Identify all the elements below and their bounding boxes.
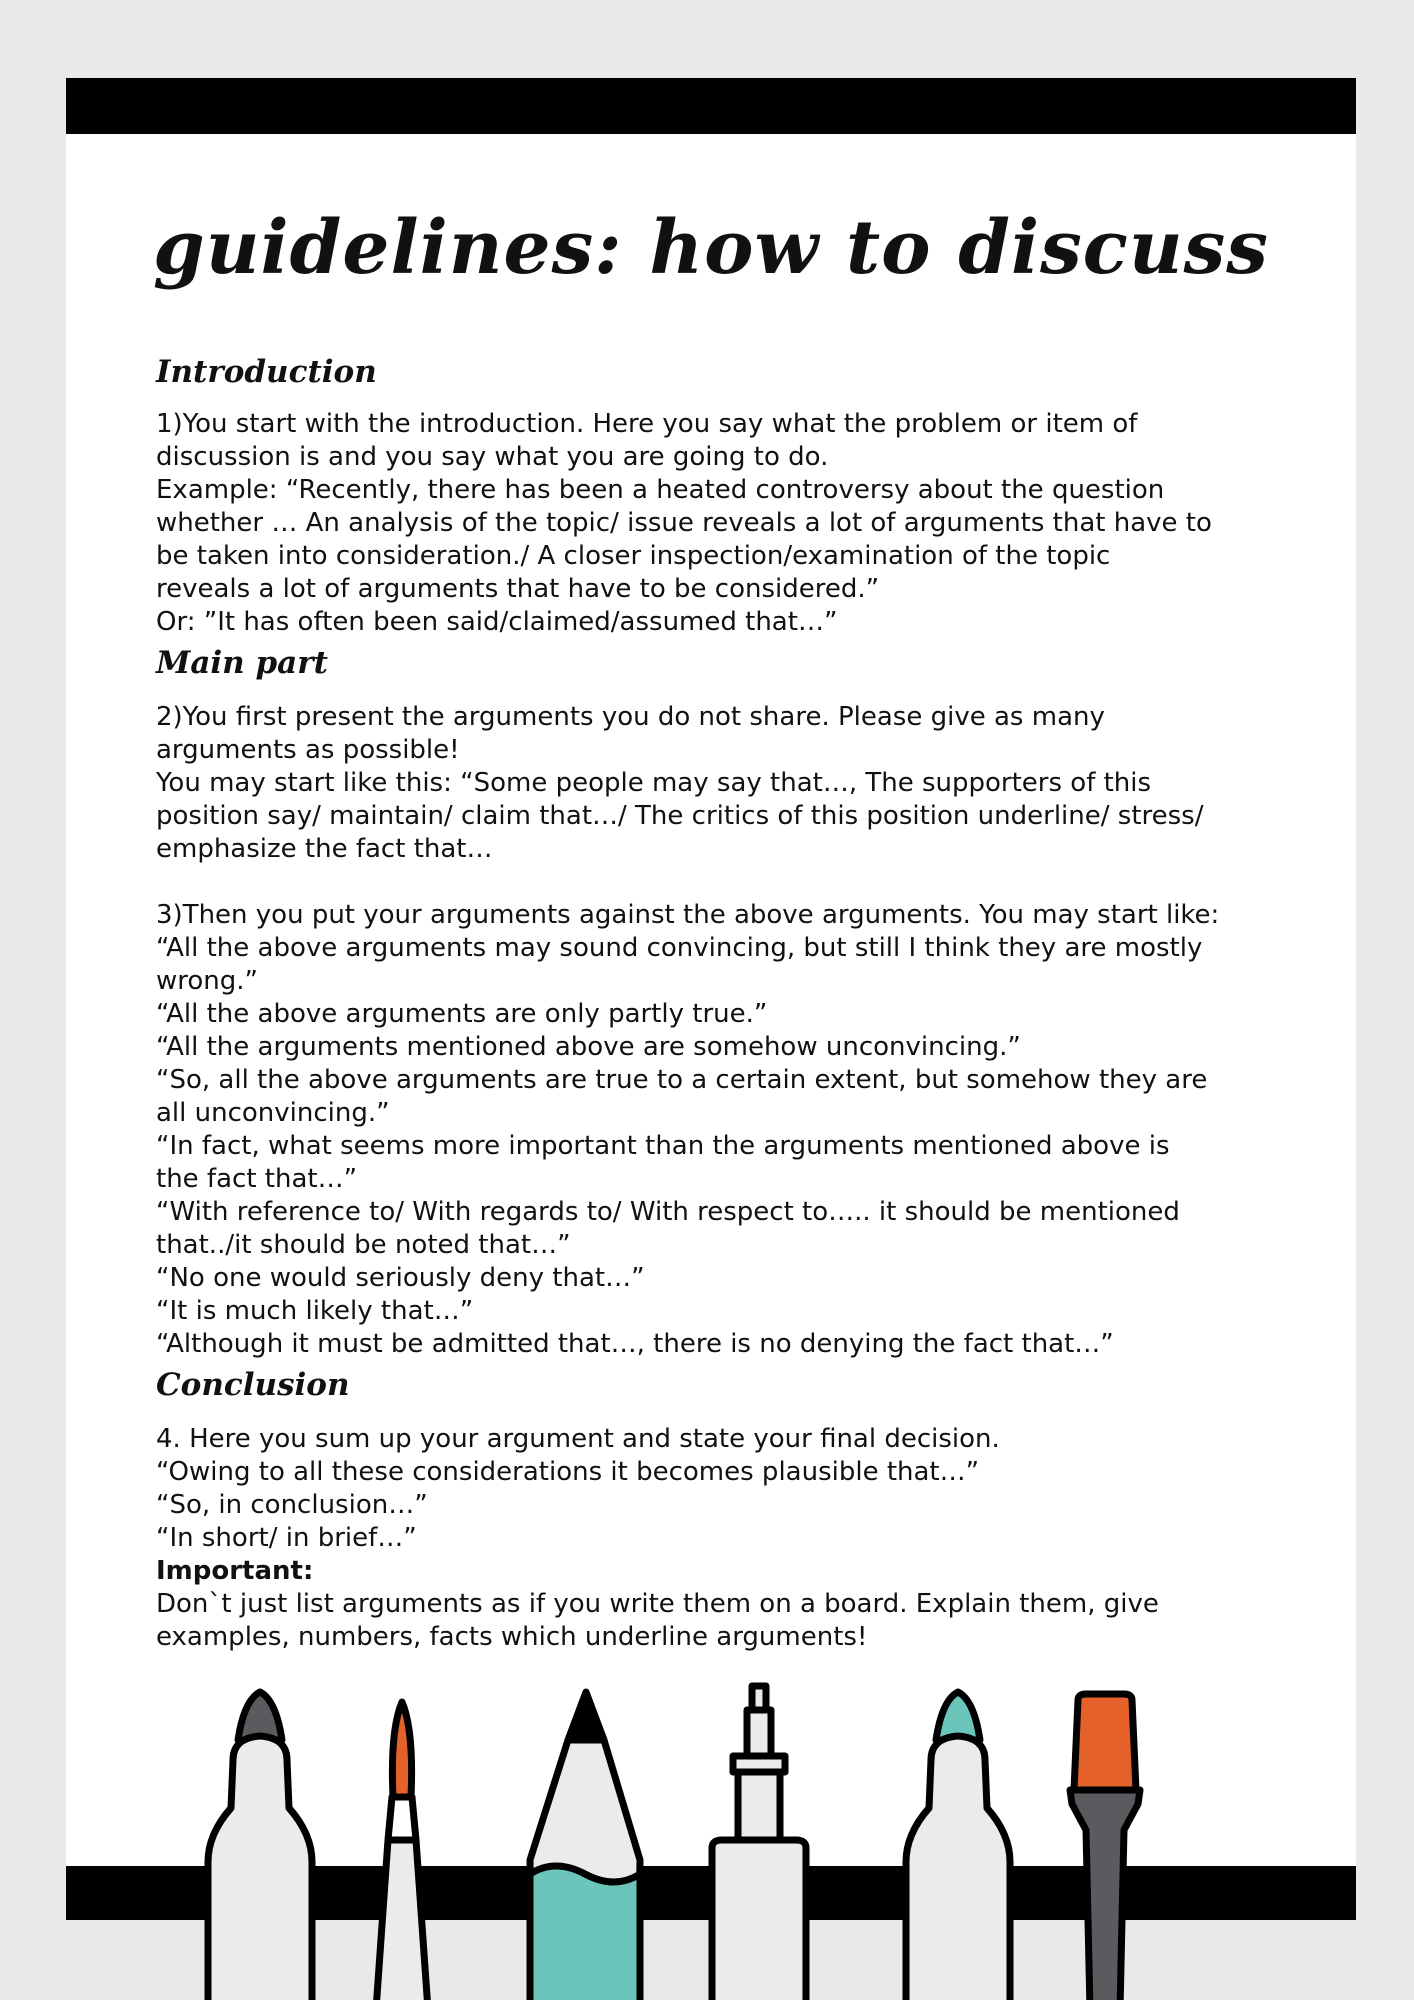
document-body [156, 352, 1326, 1654]
text-line: “It is much likely that…” [156, 1296, 474, 1326]
text-line: “In short/ in brief…” [156, 1523, 417, 1553]
text-line: be taken into consideration./ A closer inspection/examination of the topic [156, 541, 1111, 571]
text-line: reveals a lot of arguments that have to be considered.” [156, 574, 880, 604]
heading-introduction: Introduction [156, 354, 377, 390]
text-line: 4. Here you sum up your argument and state your final decision. [156, 1424, 1000, 1454]
heading-main-part: Main part [156, 645, 328, 681]
text-line: that../it should be noted that…” [156, 1230, 571, 1260]
pencil-teal-icon [530, 1692, 640, 2000]
text-line: all unconvincing.” [156, 1098, 390, 1128]
text-line: “No one would seriously deny that…” [156, 1263, 645, 1293]
top-black-bar [66, 78, 1356, 134]
text-line: discussion is and you say what you are going to do. [156, 442, 829, 472]
text-line: “All the arguments mentioned above are somehow unconvincing.” [156, 1032, 1021, 1062]
text-line: “So, in conclusion…” [156, 1490, 428, 1520]
paragraph-gap [156, 866, 1326, 899]
text-line: “All the above arguments are only partly true.” [156, 999, 768, 1029]
art-supplies-illustration [0, 1680, 1414, 2000]
text-line: Or: ”It has often been said/claimed/assumed that…” [156, 607, 838, 637]
text-line: “In fact, what seems more important than the arguments mentioned above is [156, 1131, 1170, 1161]
text-line: arguments as possible! [156, 735, 460, 765]
text-line: wrong.” [156, 966, 259, 996]
text-line: “Owing to all these considerations it becomes plausible that…” [156, 1457, 980, 1487]
text-line: position say/ maintain/ claim that…/ The critics of this position underline/ stress/ [156, 801, 1204, 831]
text-line: “So, all the above arguments are true to a certain extent, but somehow they are [156, 1065, 1208, 1095]
important-label: Important: [156, 1556, 314, 1586]
text-line: 3)Then you put your arguments against the above arguments. You may start like: [156, 900, 1220, 930]
introduction-text [156, 408, 1326, 639]
flat-brush-orange-icon [1070, 1694, 1140, 2000]
marker-teal-icon [906, 1692, 1010, 2000]
text-line: “Although it must be admitted that…, there is no denying the fact that…” [156, 1329, 1114, 1359]
technical-pen-icon [712, 1686, 806, 2000]
text-line: emphasize the fact that… [156, 834, 493, 864]
heading-conclusion: Conclusion [156, 1367, 350, 1403]
text-line: “All the above arguments may sound convincing, but still I think they are mostly [156, 933, 1203, 963]
text-line: Example: “Recently, there has been a heated controversy about the question [156, 475, 1165, 505]
text-line: 2)You first present the arguments you do not share. Please give as many [156, 702, 1105, 732]
text-line: the fact that…” [156, 1164, 358, 1194]
text-line: Don`t just list arguments as if you write them on a board. Explain them, give [156, 1589, 1159, 1619]
main-part-text [156, 701, 1326, 1361]
marker-grey-icon [208, 1692, 312, 2000]
text-line: whether … An analysis of the topic/ issue reveals a lot of arguments that have to [156, 508, 1212, 538]
paintbrush-orange-icon [376, 1702, 428, 2000]
text-line: “With reference to/ With regards to/ With respect to….. it should be mentioned [156, 1197, 1180, 1227]
text-line: You may start like this: “Some people may say that…, The supporters of this [156, 768, 1152, 798]
page-title: guidelines: how to discuss [153, 205, 1269, 291]
text-line: 1)You start with the introduction. Here you say what the problem or item of [156, 409, 1138, 439]
conclusion-text [156, 1423, 1326, 1654]
text-line: examples, numbers, facts which underline arguments! [156, 1622, 868, 1652]
